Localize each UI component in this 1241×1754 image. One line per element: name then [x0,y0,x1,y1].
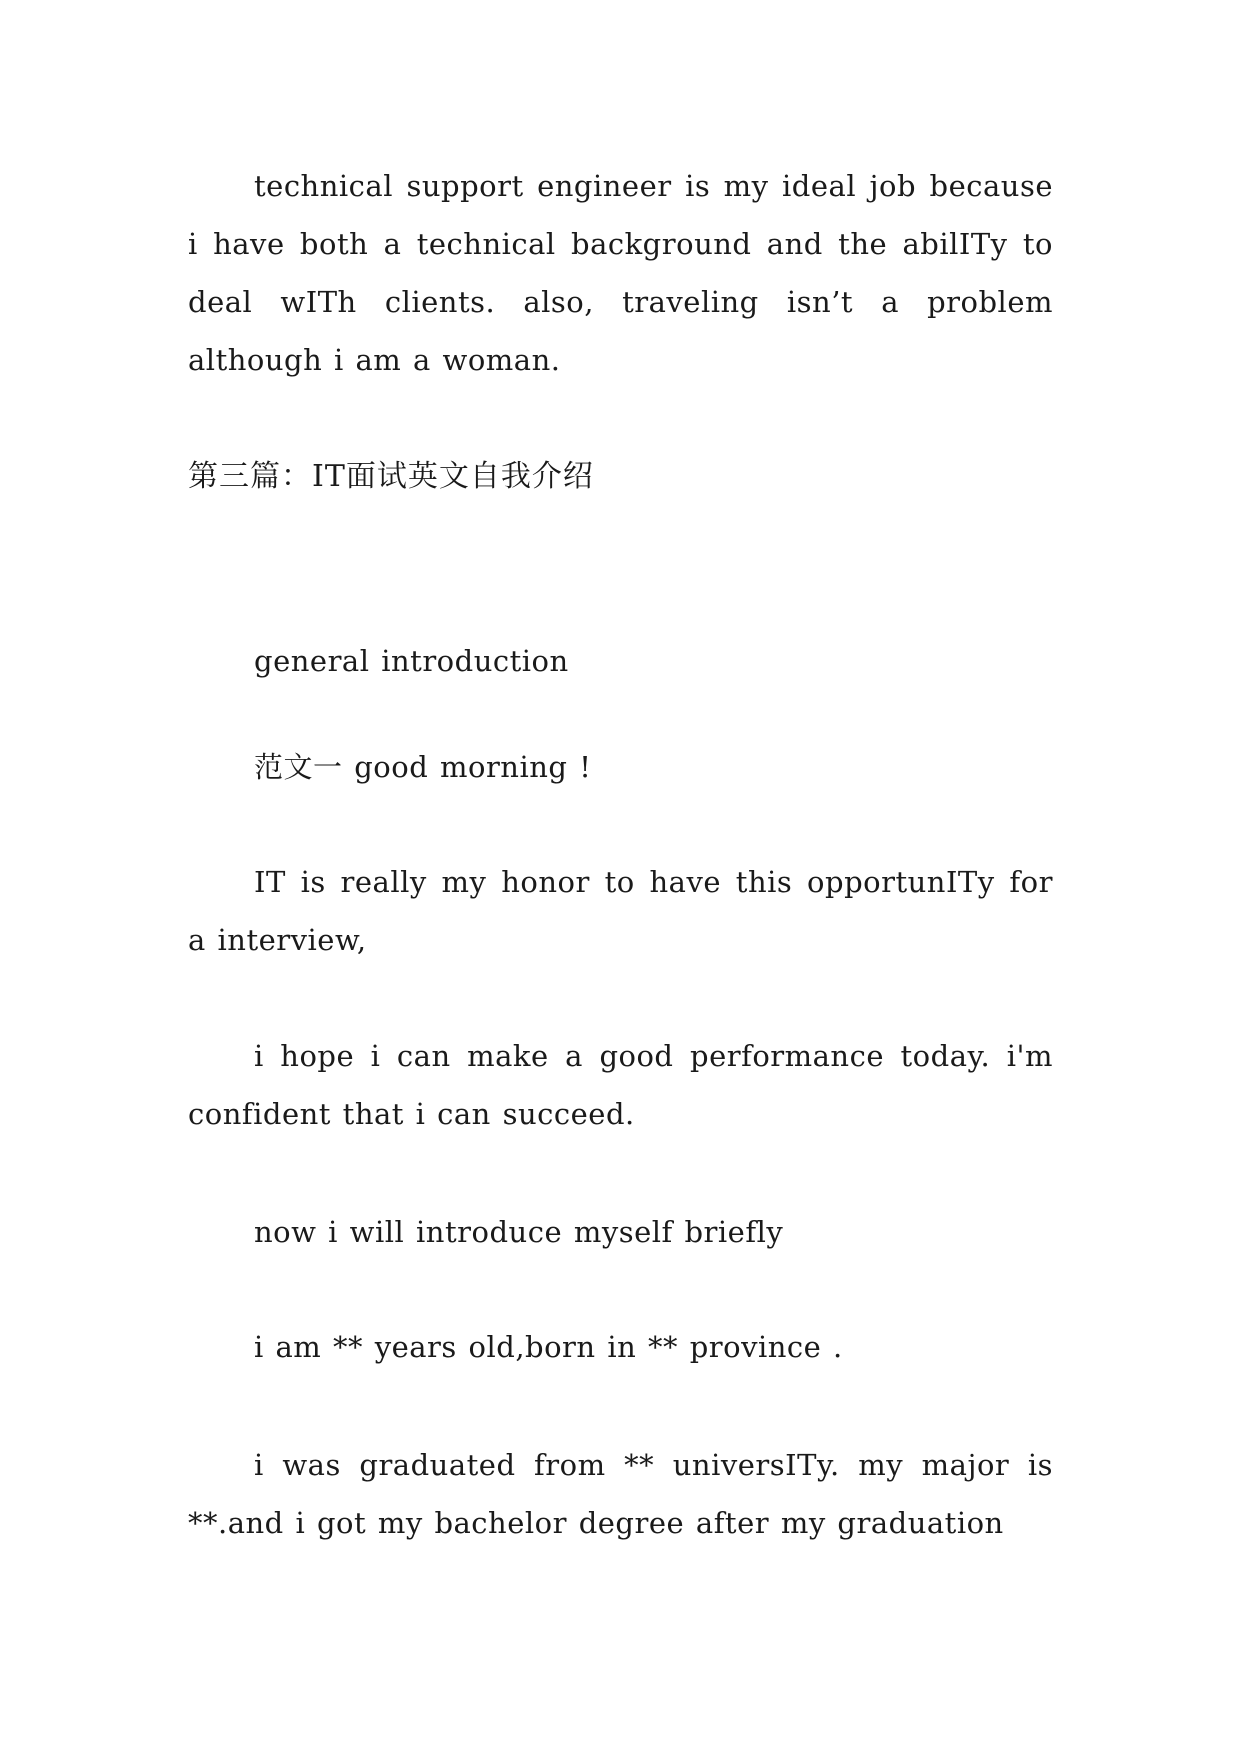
body-paragraph: technical support engineer is my ideal job because i have both a technical background and the abilITy to deal wITh clients. also, traveling isn’t a problem although i am a woman. [188,169,1053,377]
body-paragraph: i hope i can make a good performance today. i'm confident that i can succeed. [188,1039,1053,1131]
body-paragraph: i was graduated from ** universITy. my major is **.and i got my bachelor degree after my graduation [188,1448,1053,1540]
body-paragraph: general introduction [254,644,569,678]
body-paragraph: i am ** years old,born in ** province . [254,1330,843,1364]
body-paragraph: now i will introduce myself briefly [254,1215,784,1249]
body-paragraph: 范文一 good morning ! [254,750,592,784]
body-paragraph: IT is really my honor to have this opportunITy for a interview, [188,865,1053,957]
section-heading: 第三篇：IT面试英文自我介绍 [188,459,594,494]
